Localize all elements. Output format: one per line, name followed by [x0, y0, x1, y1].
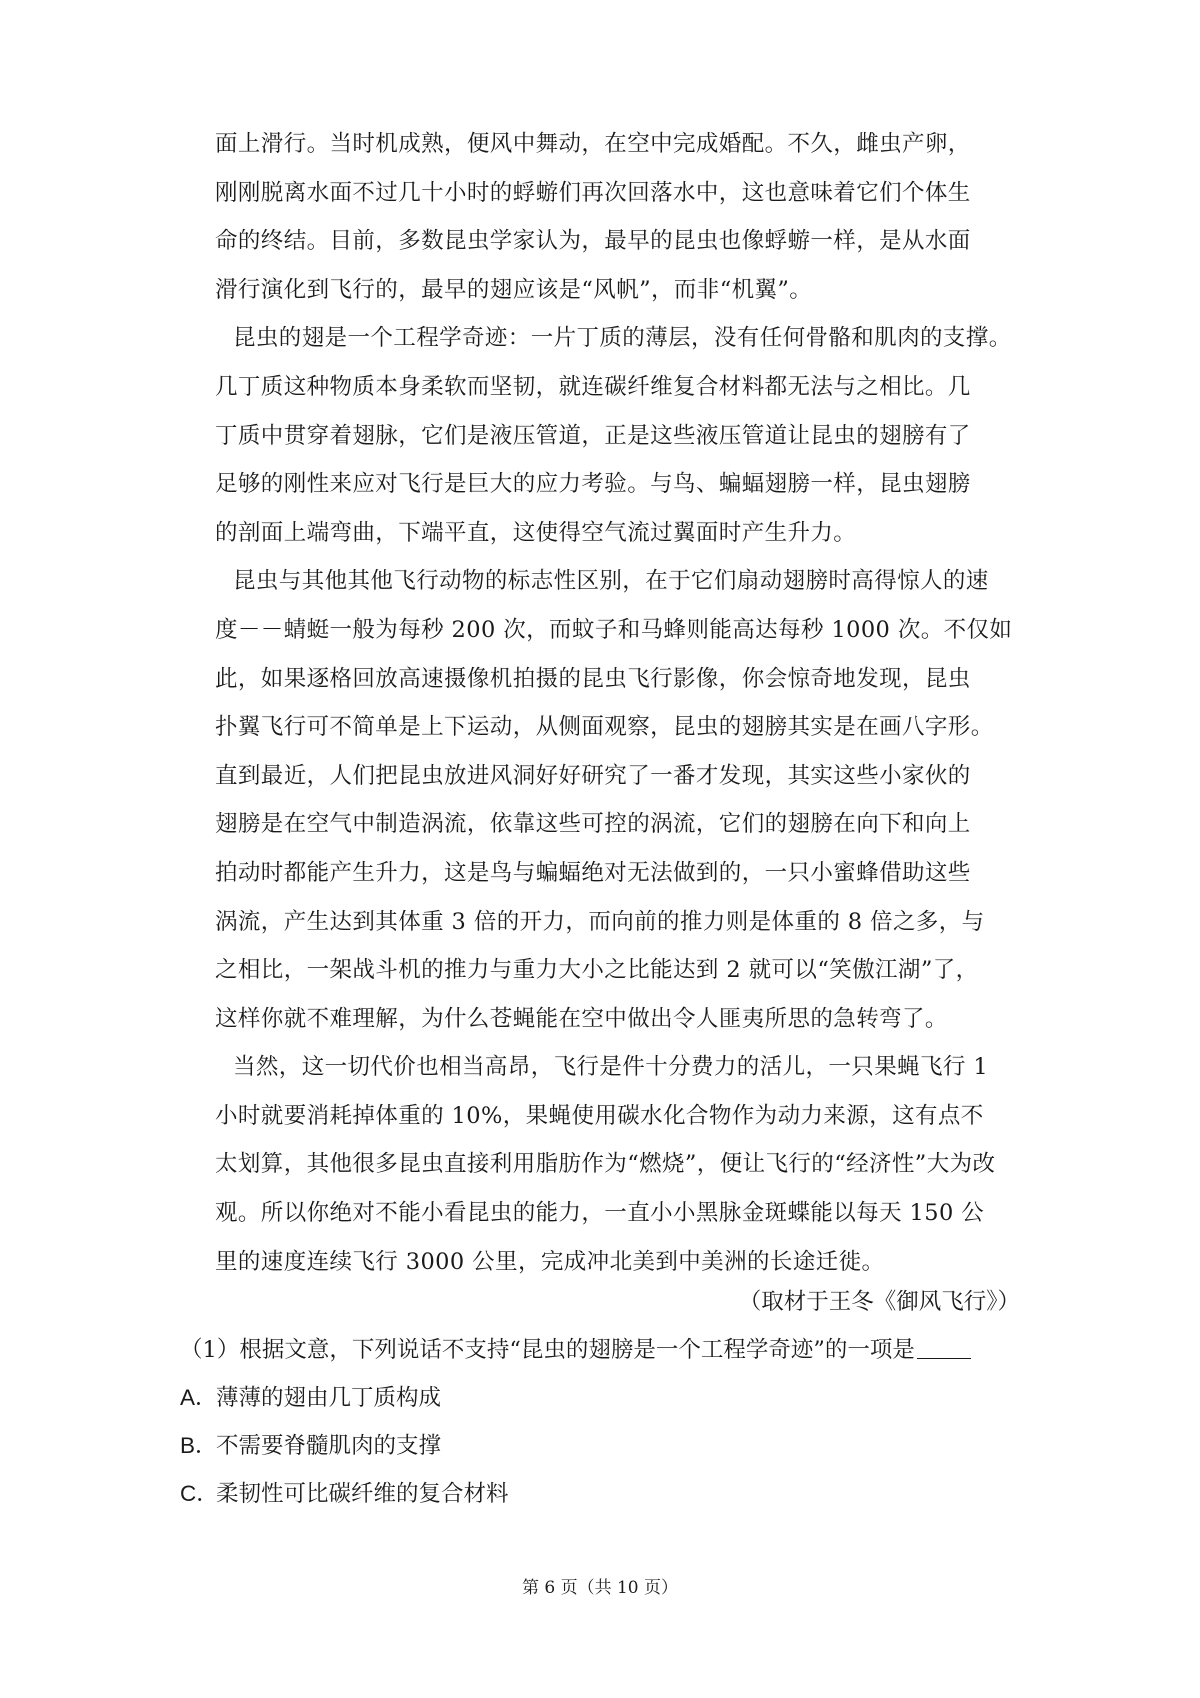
- text-line: 扑翼飞行可不简单是上下运动，从侧面观察，昆虫的翅膀其实是在画八字形。: [215, 714, 994, 741]
- text-line: 度－－蜻蜓一般为每秒 200 次，而蚊子和马蜂则能高达每秒 1000 次。不仅如: [215, 616, 1013, 643]
- option-text: 柔韧性可比碳纤维的复合材料: [216, 1481, 509, 1507]
- text-line: 小时就要消耗掉体重的 10%，果蝇使用碳水化合物作为动力来源，这有点不: [215, 1102, 984, 1129]
- text-line: 昆虫的翅是一个工程学奇迹：一片丁质的薄层，没有任何骨骼和肌肉的支撑。: [233, 325, 1012, 352]
- paragraph-2: [215, 314, 1015, 557]
- text-line: 命的终结。目前，多数昆虫学家认为，最早的昆虫也像蜉蝣一样，是从水面: [215, 228, 971, 255]
- text-line: 直到最近，人们把昆虫放进风洞好好研究了一番才发现，其实这些小家伙的: [215, 762, 971, 789]
- text-line: 的剖面上端弯曲，下端平直，这使得空气流过翼面时产生升力。: [215, 519, 857, 546]
- reading-passage: [215, 120, 1015, 1286]
- text-line: 里的速度连续飞行 3000 公里，完成冲北美到中美洲的长途迁徙。: [215, 1248, 885, 1275]
- option-text: 薄薄的翅由几丁质构成: [216, 1385, 442, 1411]
- option-letter: A．: [180, 1385, 218, 1410]
- option-text: 不需要脊髓肌肉的支撑: [216, 1433, 442, 1459]
- question-1: [180, 1326, 1030, 1518]
- question-stem-text: （1）根据文意，下列说话不支持“昆虫的翅膀是一个工程学奇迹”的一项是: [180, 1337, 915, 1363]
- option-b[interactable]: [180, 1422, 1030, 1470]
- text-line: 之相比，一架战斗机的推力与重力大小之比能达到 2 就可以“笑傲江湖”了，: [215, 957, 979, 984]
- paragraph-3: [215, 557, 1015, 1043]
- text-line: 涡流，产生达到其体重 3 倍的开力，而向前的推力则是体重的 8 倍之多，与: [215, 908, 985, 935]
- page-number: 第 6 页（共 10 页）: [521, 1578, 679, 1598]
- paragraph-4: [215, 1043, 1015, 1286]
- text-line: 这样你就不难理解，为什么苍蝇能在空中做出令人匪夷所思的急转弯了。: [215, 1005, 948, 1032]
- text-line: 当然，这一切代价也相当高昂，飞行是件十分费力的活儿，一只果蝇飞行 1: [233, 1054, 989, 1081]
- option-letter: B．: [180, 1433, 218, 1458]
- option-letter: C．: [180, 1481, 219, 1506]
- text-line: 观。所以你绝对不能小看昆虫的能力，一直小小黑脉金斑蝶能以每天 150 公: [215, 1200, 985, 1227]
- option-a[interactable]: [180, 1374, 1030, 1422]
- text-line: 拍动时都能产生升力，这是鸟与蝙蝠绝对无法做到的，一只小蜜蜂借助这些: [215, 859, 971, 886]
- text-line: 丁质中贯穿着翅脉，它们是液压管道，正是这些液压管道让昆虫的翅膀有了: [215, 422, 971, 449]
- answer-blank[interactable]: [917, 1336, 971, 1359]
- question-stem: [180, 1326, 1030, 1374]
- text-line: 面上滑行。当时机成熟，便风中舞动，在空中完成婚配。不久，雌虫产卵，: [215, 131, 971, 157]
- text-line: 太划算，其他很多昆虫直接利用脂肪作为“燃烧”，便让飞行的“经济性”大为改: [215, 1151, 996, 1178]
- paragraph-1: [215, 120, 1015, 314]
- text-line: 此，如果逐格回放高速摄像机拍摄的昆虫飞行影像，你会惊奇地发现，昆虫: [215, 665, 971, 692]
- text-line: 昆虫与其他其他飞行动物的标志性区别，在于它们扇动翅膀时高得惊人的速: [233, 568, 989, 595]
- option-c[interactable]: [180, 1470, 1030, 1518]
- text-line: 足够的刚性来应对飞行是巨大的应力考验。与鸟、蝙蝠翅膀一样，昆虫翅膀: [215, 471, 971, 498]
- source-citation: （取材于王冬《御风飞行》）: [738, 1289, 1020, 1315]
- text-line: 刚刚脱离水面不过几十小时的蜉蝣们再次回落水中，这也意味着它们个体生: [215, 179, 971, 206]
- text-line: 滑行演化到飞行的，最早的翅应该是“风帆”，而非“机翼”。: [215, 276, 813, 303]
- text-line: 翅膀是在空气中制造涡流，依靠这些可控的涡流，它们的翅膀在向下和向上: [215, 811, 971, 838]
- text-line: 几丁质这种物质本身柔软而坚韧，就连碳纤维复合材料都无法与之相比。几: [215, 373, 971, 400]
